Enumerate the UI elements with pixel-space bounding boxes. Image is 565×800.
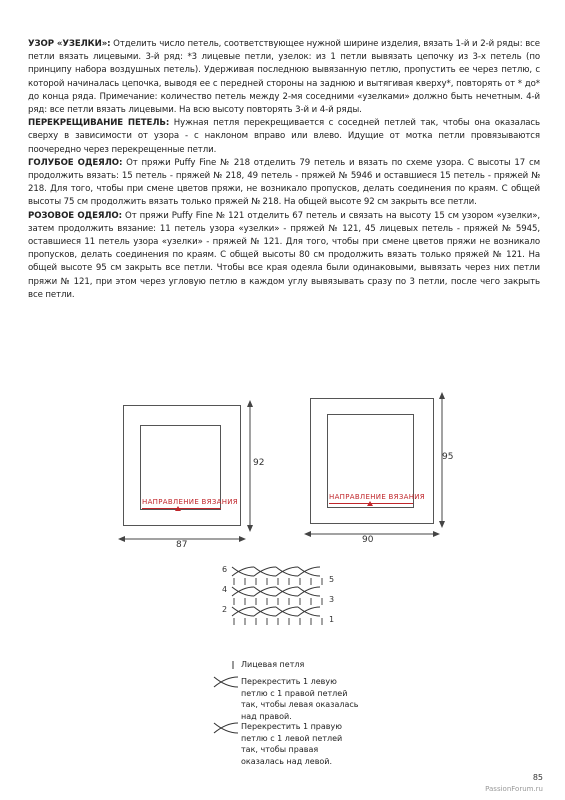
legend-knit-stitch: Лицевая петля [241,660,305,669]
cross-stitch-mark [276,607,298,616]
legend-cross-left: Перекрестить 1 левую петлю с 1 правой петлей так, чтобы левая оказалась над правой. [241,677,359,721]
blue-direction-arrow [174,506,182,516]
heading-crossing: ПЕРЕКРЕЩИВАНИЕ ПЕТЕЛЬ: [28,118,170,129]
pink-direction-label: НАПРАВЛЕНИЕ ВЯЗАНИЯ [329,493,425,501]
chart-row-number-5: 5 [329,575,335,584]
instructions-text [28,38,540,302]
chart-row-number-6: 6 [222,565,228,574]
cross-stitch-mark [298,567,320,576]
cross-stitch-mark [232,587,254,596]
page-number: 85 [532,773,543,782]
cross-stitch-mark [276,587,298,596]
cross-stitch-mark [298,607,320,616]
cross-stitch-mark [254,587,276,596]
cross-stitch-mark [254,567,276,576]
paragraph-uzor [28,38,540,117]
body-crossing: Нужная петля перекрещивается с соседней петлей так, чтобы она оказалась сверху в зависимости от узора - с наклоном вправо или влево. Идущие от мотка петли провязываются поочередно через перекрещенные петли. [28,118,540,155]
chart-row-number-4: 4 [222,585,228,594]
cross-stitch-mark [232,607,254,616]
cross-stitch-mark [276,607,298,616]
heading-blue: ГОЛУБОЕ ОДЕЯЛО: [28,157,123,168]
body-pink: От пряжи Puffy Fine № 121 отделить 67 петель и связать на высоту 15 см узором «узелки», затем продолжить вязание: 11 петель узора «узелки» - пряжей № 121, 45 лицевых петель - пряжей № 5945, оставшиеся 11 петель узора «узелки» - пряжей № 121. Для того, чтобы при смене цветов пряжи не возникало пропусков, делать соединения по краям. С общей высоты 80 см продолжить вязать только пряжей № 121. На общей высоте 95 см закрыть все петли. Чтобы все края одеяла были одинаковыми, вывязать через них петли пряжи № 121, при этом через угловую петлю в каждом углу вывязывать сразу по 3 петли, после чего закрыть все петли. [28,210,541,300]
cross-stitch-mark [276,567,298,576]
cross-stitch-mark [232,587,254,596]
paragraph-blue [28,157,540,210]
legend-cross-right: Перекрестить 1 правую петлю с 1 левой петлей так, чтобы правая оказалась над левой. [241,722,343,766]
cross-stitch-mark [232,567,254,576]
paragraph-crossing [28,117,540,157]
chart-row-3 [234,598,322,605]
body-uzor: Отделить число петель, соответствующее нужной ширине изделия, вязать 1-й и 2-й ряды: все петли вязать лицевыми. 3-й ряд: *3 лицевые петли, узелок: из 1 петли вывязать цепочку из 3-х петель (по принципу набора воздушных петель). Удерживая последнюю вывязанную петлю, пропустить ее через петлю, с которой начиналась цепочка, выводя ее с передней стороны на заднюю и вытягивая кверху*, повторять от * до* до конца ряда. Примечание: количество петель между 2-мя соседними «узелками» должно быть нечетным. 4-й ряд: все петли вязать лицевыми. На всю высоту повторять 3-й и 4-й ряды. [28,39,540,116]
cross-stitch-mark [254,587,276,596]
chart-row-1 [234,618,322,625]
heading-pink: РОЗОВОЕ ОДЕЯЛО: [28,210,122,221]
cross-stitch-mark [276,567,298,576]
cross-stitch-mark [298,587,320,596]
chart-row-6 [232,567,320,576]
cross-stitch-mark [254,567,276,576]
chart-row-5 [234,578,322,585]
cross-right-icon [213,722,239,734]
watermark: PassionForum.ru [485,785,543,793]
chart-row-number-3: 3 [329,595,335,604]
chart-row-number-1: 1 [329,615,335,624]
cross-left-icon [213,676,239,688]
blue-width-label: 87 [176,540,188,550]
knit-stitch-icon [228,660,238,670]
knitting-chart [222,565,342,627]
pink-direction-arrow [366,501,374,511]
cross-stitch-mark [232,567,254,576]
blue-height-label: 92 [253,458,265,468]
body-blue: От пряжи Puffy Fine № 218 отделить 79 петель и вязать по схеме узора. С высоты 17 см продолжить вязать: 15 петель - пряжей № 218, 49 петель - пряжей № 5946 и оставшиеся 15 петель - пряжей № 218. Для того, чтобы при смене цветов пряжи, не возникало пропусков, делать соединения по краям. С общей высоты 75 см продолжить вязать только пряжей № 218. На общей высоте 92 см закрыть все петли. [28,157,540,208]
pink-height-label: 95 [442,452,454,462]
pink-width-label: 90 [362,535,374,545]
heading-uzor: УЗОР «УЗЕЛКИ»: [28,39,111,49]
cross-stitch-mark [254,607,276,616]
chart-row-4 [232,587,320,596]
cross-stitch-mark [298,567,320,576]
cross-stitch-mark [254,607,276,616]
chart-row-2 [232,607,320,616]
blue-direction-label: НАПРАВЛЕНИЕ ВЯЗАНИЯ [142,498,238,506]
cross-stitch-mark [232,607,254,616]
cross-stitch-mark [276,587,298,596]
paragraph-pink [28,210,540,302]
cross-stitch-mark [298,587,320,596]
chart-row-number-2: 2 [222,605,228,614]
cross-stitch-mark [298,607,320,616]
